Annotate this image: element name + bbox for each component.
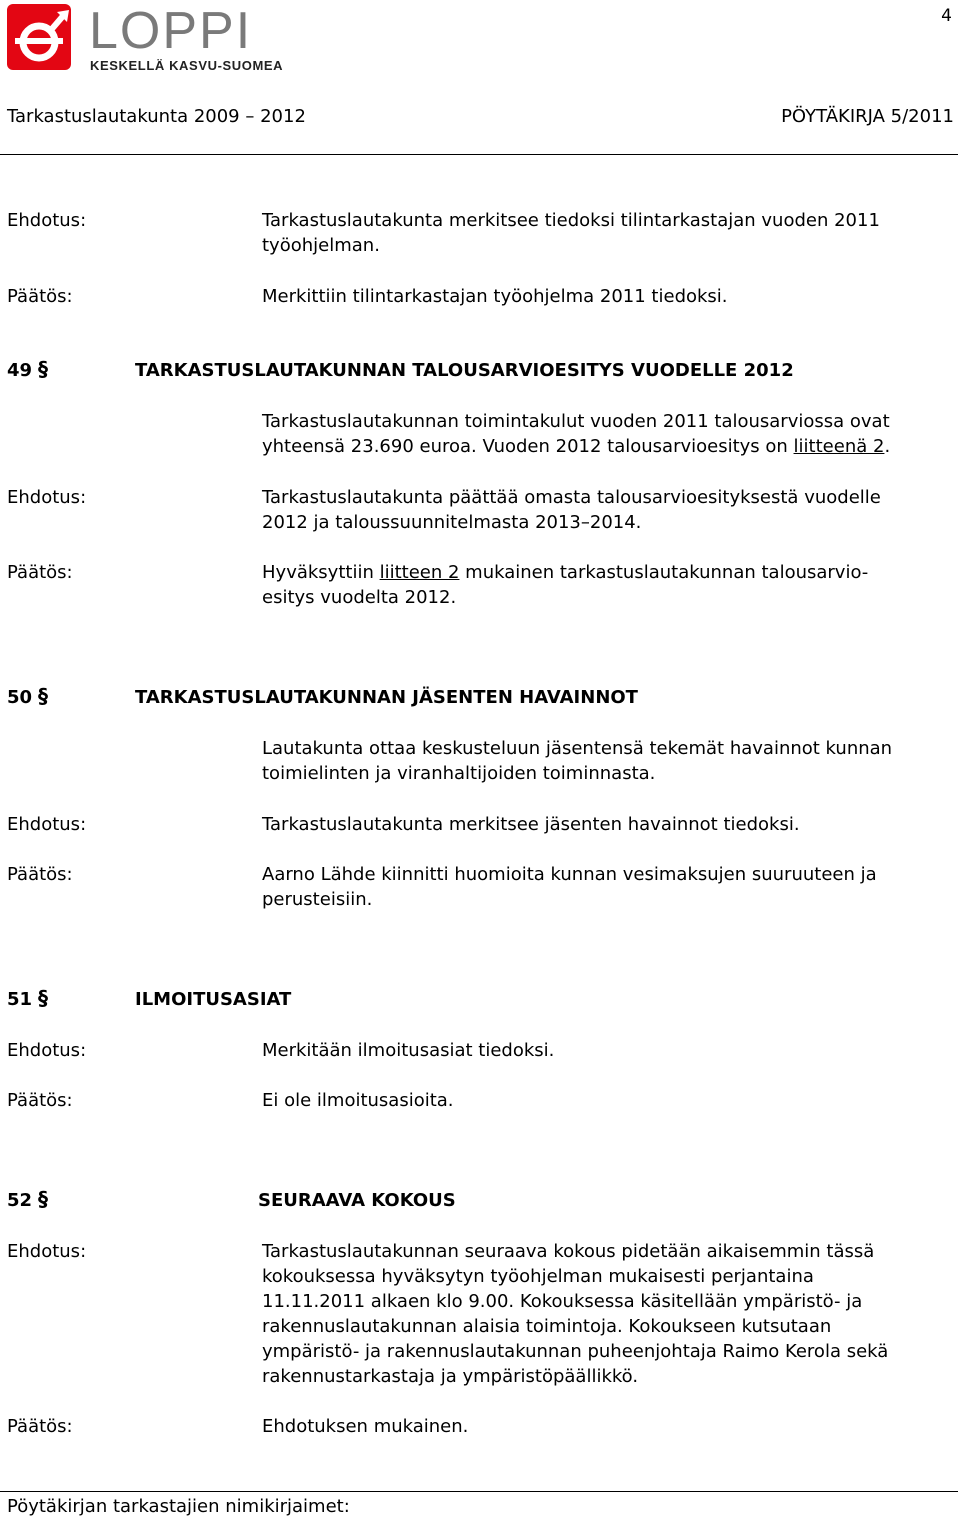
proposal-text: kokouksessa hyväksytyn työohjelman mukaisesti perjantaina xyxy=(262,1266,814,1287)
decision-text: esitys vuodelta 2012. xyxy=(262,587,457,608)
decision-label: Päätös: xyxy=(7,1416,73,1437)
loppi-logo xyxy=(5,2,305,74)
header-rule xyxy=(0,154,958,155)
body-text: yhteensä 23.690 euroa. Vuoden 2012 talousarvioesitys on liitteenä 2. xyxy=(262,436,891,457)
logo-tagline: KESKELLÄ KASVU-SUOMEA xyxy=(90,58,284,73)
proposal-text: Tarkastuslautakunta päättää omasta talousarvioesityksestä vuodelle xyxy=(262,487,881,508)
header-doc-id: PÖYTÄKIRJA 5/2011 xyxy=(781,106,954,127)
section-number: 51 xyxy=(7,989,33,1010)
decision-text: Ehdotuksen mukainen. xyxy=(262,1416,469,1437)
section-sign-icon: § xyxy=(38,357,48,381)
logo-name: LOPPI xyxy=(89,2,253,60)
proposal-text: 11.11.2011 alkaen klo 9.00. Kokouksessa käsitellään ympäristö- ja xyxy=(262,1291,863,1312)
decision-text: Hyväksyttiin liitteen 2 mukainen tarkastuslautakunnan talousarvio- xyxy=(262,562,869,583)
section-sign-icon: § xyxy=(38,986,48,1010)
proposal-label: Ehdotus: xyxy=(7,487,87,508)
decision-text: Ei ole ilmoitusasioita. xyxy=(262,1090,454,1111)
section-title: ILMOITUSASIAT xyxy=(135,989,292,1010)
section-number: 50 xyxy=(7,687,33,708)
proposal-label: Ehdotus: xyxy=(7,210,87,231)
section-number: 52 xyxy=(7,1190,33,1211)
decision-label: Päätös: xyxy=(7,286,73,307)
page-number: 4 xyxy=(941,6,952,26)
decision-text: Merkittiin tilintarkastajan työohjelma 2011 tiedoksi. xyxy=(262,286,728,307)
body-text: Lautakunta ottaa keskusteluun jäsentensä tekemät havainnot kunnan xyxy=(262,738,893,759)
proposal-text: Merkitään ilmoitusasiat tiedoksi. xyxy=(262,1040,555,1061)
proposal-text: Tarkastuslautakunta merkitsee tiedoksi tilintarkastajan vuoden 2011 xyxy=(262,210,880,231)
footer-rule xyxy=(0,1491,958,1492)
attachment-link[interactable]: liitteen 2 xyxy=(379,562,460,583)
attachment-link[interactable]: liitteenä 2 xyxy=(793,436,885,457)
section-title: TARKASTUSLAUTAKUNNAN TALOUSARVIOESITYS VUODELLE 2012 xyxy=(135,360,794,381)
proposal-label: Ehdotus: xyxy=(7,814,87,835)
proposal-label: Ehdotus: xyxy=(7,1040,87,1061)
footer-initials-label: Pöytäkirjan tarkastajien nimikirjaimet: xyxy=(7,1496,350,1517)
proposal-text: rakennuslautakunnan alaisia toimintoja. Kokoukseen kutsutaan xyxy=(262,1316,832,1337)
proposal-text: Tarkastuslautakunta merkitsee jäsenten havainnot tiedoksi. xyxy=(262,814,800,835)
decision-text: Aarno Lähde kiinnitti huomioita kunnan vesimaksujen suuruuteen ja xyxy=(262,864,877,885)
proposal-label: Ehdotus: xyxy=(7,1241,87,1262)
proposal-text: ympäristö- ja rakennuslautakunnan puheenjohtaja Raimo Kerola sekä xyxy=(262,1341,889,1362)
section-title: SEURAAVA KOKOUS xyxy=(258,1190,456,1211)
body-text: toimielinten ja viranhaltijoiden toiminnasta. xyxy=(262,763,656,784)
logo-emblem-icon xyxy=(5,2,305,74)
header-body-title: Tarkastuslautakunta 2009 – 2012 xyxy=(7,106,306,127)
proposal-text: työohjelman. xyxy=(262,235,380,256)
section-number: 49 xyxy=(7,360,33,381)
decision-label: Päätös: xyxy=(7,864,73,885)
proposal-text: rakennustarkastaja ja ympäristöpäällikkö. xyxy=(262,1366,639,1387)
section-sign-icon: § xyxy=(38,1187,48,1211)
decision-label: Päätös: xyxy=(7,562,73,583)
proposal-text: 2012 ja taloussuunnitelmasta 2013–2014. xyxy=(262,512,642,533)
body-text: Tarkastuslautakunnan toimintakulut vuoden 2011 talousarviossa ovat xyxy=(262,411,890,432)
section-title: TARKASTUSLAUTAKUNNAN JÄSENTEN HAVAINNOT xyxy=(135,687,638,708)
decision-text: perusteisiin. xyxy=(262,889,373,910)
section-sign-icon: § xyxy=(38,684,48,708)
proposal-text: Tarkastuslautakunnan seuraava kokous pidetään aikaisemmin tässä xyxy=(262,1241,875,1262)
decision-label: Päätös: xyxy=(7,1090,73,1111)
